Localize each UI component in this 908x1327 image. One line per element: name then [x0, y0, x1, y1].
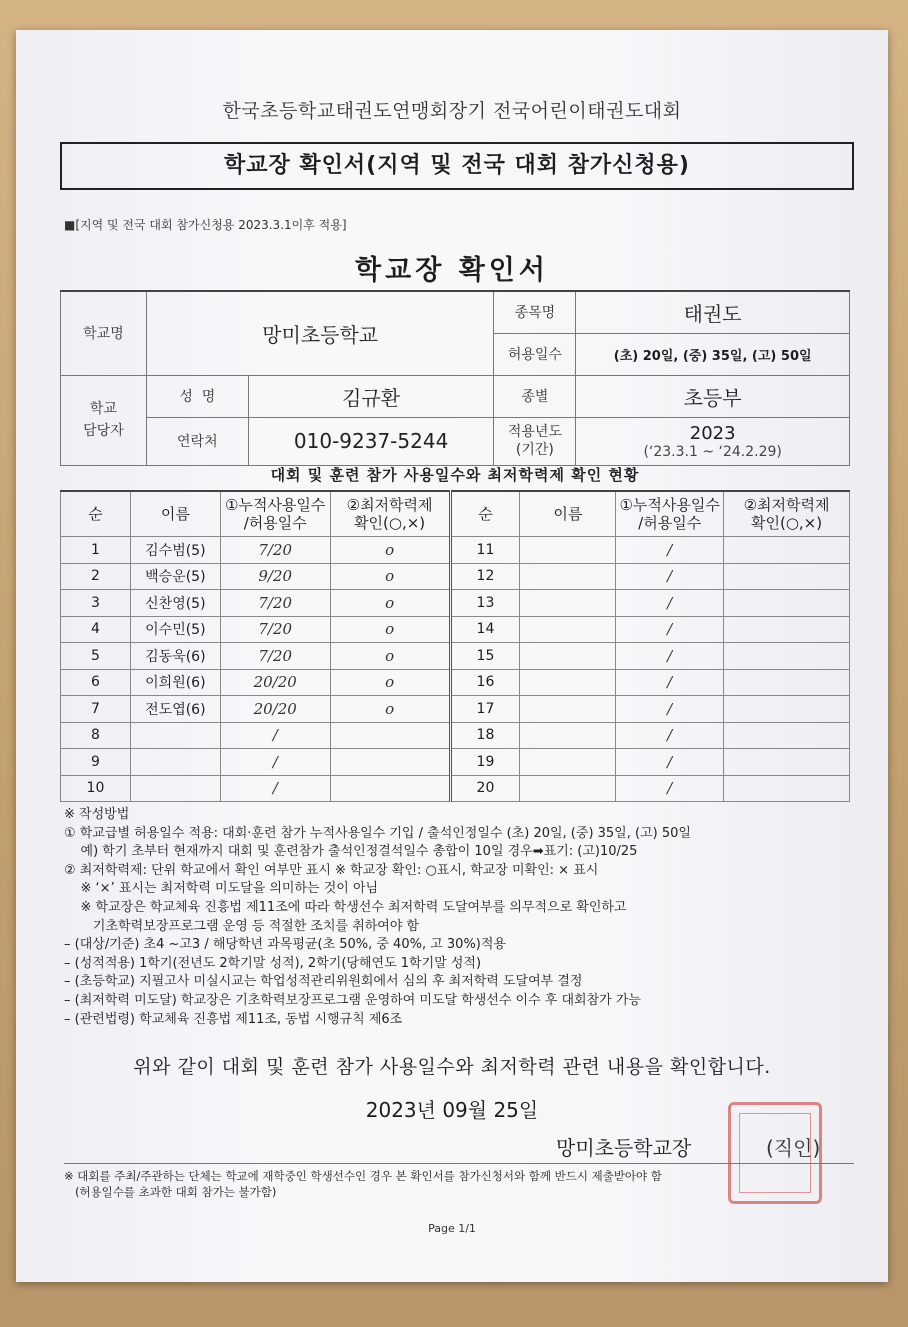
- cell-num: 14: [450, 616, 520, 643]
- table-row: [61, 643, 850, 670]
- cell-name: [520, 696, 616, 723]
- contact-label: 연락처: [146, 417, 248, 465]
- cell-num: 3: [61, 590, 131, 617]
- cell-days: 7/20: [220, 616, 330, 643]
- table-row: [61, 722, 850, 749]
- table-row: [61, 590, 850, 617]
- cell-days: /: [616, 722, 724, 749]
- year-period: (‘23.3.1 ~ ‘24.2.29): [643, 443, 782, 460]
- instruction-line: ① 학교급별 허용일수 적용: 대회·훈련 참가 누적사용일수 기입 / 출석인정일수 (초) 20일, (중) 35일, (고) 50일: [64, 825, 691, 841]
- footnote: [64, 1168, 662, 1200]
- cell-name: 김수범(5): [130, 537, 220, 564]
- instruction-line: ※ 학교장은 학교체육 진흥법 제11조에 따라 학생선수 최저학력 도달여부를 의무적으로 확인하고: [64, 899, 627, 915]
- year-label: 적용년도 (기간): [494, 417, 576, 465]
- cell-name: [520, 616, 616, 643]
- cell-days: 7/20: [220, 590, 330, 617]
- cell-num: 4: [61, 616, 131, 643]
- manager-label: 학교 담당자: [61, 375, 147, 465]
- cell-name: [520, 669, 616, 696]
- page-number: Page 1/1: [428, 1222, 476, 1235]
- school-label: 학교명: [61, 291, 147, 375]
- application-note: ■[지역 및 전국 대회 참가신청용 2023.3.1이후 적용]: [64, 218, 347, 232]
- cell-name: [520, 775, 616, 802]
- cell-days: /: [220, 722, 330, 749]
- allowed-days-value: (초) 20일, (중) 35일, (고) 50일: [576, 333, 850, 375]
- cell-num: 15: [450, 643, 520, 670]
- cell-days: /: [616, 616, 724, 643]
- principal-name: 망미초등학교장: [556, 1136, 692, 1160]
- cell-days: 7/20: [220, 537, 330, 564]
- cell-name: [520, 643, 616, 670]
- cell-name: 이희원(6): [130, 669, 220, 696]
- cell-num: 1: [61, 537, 131, 564]
- document-title: 학교장 확인서: [355, 255, 549, 286]
- cell-check: [330, 722, 450, 749]
- cell-num: 18: [450, 722, 520, 749]
- footnote-line: (허용일수를 초과한 대회 참가는 불가함): [64, 1185, 277, 1199]
- division-value: 초등부: [576, 375, 850, 417]
- footer-divider: [64, 1163, 854, 1164]
- seal-label: (직인): [766, 1136, 821, 1160]
- name-value: 김규환: [248, 375, 494, 417]
- header-name-right: 이름: [520, 491, 616, 537]
- instruction-line: – (성적적용) 1학기(전년도 2학기말 성적), 2학기(당해연도 1학기말 성적): [64, 955, 482, 971]
- cell-check: [724, 669, 850, 696]
- school-info-table: [60, 290, 850, 466]
- cell-check: [724, 643, 850, 670]
- form-title-box: 학교장 확인서(지역 및 전국 대회 참가신청용): [60, 142, 854, 190]
- cell-days: /: [220, 775, 330, 802]
- header-days-left: ①누적사용일수 /허용일수: [220, 491, 330, 537]
- instruction-line: 예) 학기 초부터 현재까지 대회 및 훈련참가 출석인정결석일수 총합이 10일 경우➡표기: (고)10/25: [64, 844, 638, 860]
- header-check-right: ②최저학력제 확인(○,×): [724, 491, 850, 537]
- year-value: 2023: [689, 422, 736, 444]
- school-value: 망미초등학교: [146, 291, 494, 375]
- header-name-left: 이름: [130, 491, 220, 537]
- header-num-right: 순: [450, 491, 520, 537]
- cell-check: [330, 749, 450, 776]
- table-row: [61, 563, 850, 590]
- cell-num: 17: [450, 696, 520, 723]
- cell-name: 김동욱(6): [130, 643, 220, 670]
- cell-num: 2: [61, 563, 131, 590]
- cell-num: 16: [450, 669, 520, 696]
- cell-check: [724, 590, 850, 617]
- cell-num: 13: [450, 590, 520, 617]
- year-cell: [576, 417, 850, 465]
- name-label: 성 명: [146, 375, 248, 417]
- issue-date: 2023년 09월 25일: [365, 1098, 539, 1122]
- cell-days: 9/20: [220, 563, 330, 590]
- footnote-line: ※ 대회를 주최/주관하는 단체는 학교에 재학중인 학생선수인 경우 본 확인서를 참가신청서와 함께 반드시 제출받아야 함: [64, 1169, 662, 1183]
- cell-check: o: [330, 563, 450, 590]
- cell-num: 12: [450, 563, 520, 590]
- cell-days: /: [220, 749, 330, 776]
- confirmation-statement: 위와 같이 대회 및 훈련 참가 사용일수와 최저학력 관련 내용을 확인합니다.: [133, 1056, 771, 1078]
- cell-num: 7: [61, 696, 131, 723]
- cell-num: 20: [450, 775, 520, 802]
- table-row: [61, 775, 850, 802]
- cell-check: [724, 775, 850, 802]
- cell-check: [724, 537, 850, 564]
- cell-name: 전도엽(6): [130, 696, 220, 723]
- table-row: [61, 749, 850, 776]
- division-label: 종별: [494, 375, 576, 417]
- table-row: [61, 696, 850, 723]
- cell-name: 백승운(5): [130, 563, 220, 590]
- cell-name: [520, 749, 616, 776]
- cell-days: 20/20: [220, 696, 330, 723]
- cell-days: 7/20: [220, 643, 330, 670]
- status-title: 대회 및 훈련 참가 사용일수와 최저학력제 확인 현황: [270, 466, 640, 484]
- table-row: [61, 537, 850, 564]
- cell-name: [130, 722, 220, 749]
- cell-days: /: [616, 696, 724, 723]
- cell-check: [724, 616, 850, 643]
- event-title: 한국초등학교태권도연맹회장기 전국어린이태권도대회: [222, 100, 682, 122]
- cell-num: 6: [61, 669, 131, 696]
- header-num-left: 순: [61, 491, 131, 537]
- cell-days: /: [616, 590, 724, 617]
- sport-value: 태권도: [576, 291, 850, 333]
- cell-check: [330, 775, 450, 802]
- participation-table: [60, 490, 850, 802]
- cell-num: 19: [450, 749, 520, 776]
- cell-check: [724, 749, 850, 776]
- table-row: [61, 616, 850, 643]
- cell-num: 10: [61, 775, 131, 802]
- table-row: [61, 669, 850, 696]
- instruction-line: 기초학력보장프로그램 운영 등 적절한 조치를 취하여야 함: [64, 918, 420, 934]
- cell-name: [130, 775, 220, 802]
- cell-check: o: [330, 696, 450, 723]
- instructions: [64, 806, 854, 1029]
- cell-name: 이수민(5): [130, 616, 220, 643]
- cell-name: [520, 722, 616, 749]
- contact-value: 010-9237-5244: [248, 417, 494, 465]
- cell-days: /: [616, 669, 724, 696]
- instruction-line: ② 최저학력제: 단위 학교에서 확인 여부만 표시 ※ 학교장 확인: ○표시, 학교장 미확인: × 표시: [64, 862, 599, 878]
- cell-check: o: [330, 590, 450, 617]
- document-paper: [16, 30, 888, 1282]
- instruction-line: ※ ‘×’ 표시는 최저학력 미도달을 의미하는 것이 아님: [64, 881, 379, 897]
- header-days-right: ①누적사용일수 /허용일수: [616, 491, 724, 537]
- cell-num: 5: [61, 643, 131, 670]
- cell-days: /: [616, 563, 724, 590]
- instruction-line: ※ 작성방법: [64, 807, 130, 822]
- cell-check: o: [330, 616, 450, 643]
- cell-days: /: [616, 775, 724, 802]
- cell-check: o: [330, 537, 450, 564]
- instruction-line: – (대상/기준) 초4 ~고3 / 해당학년 과목평균(초 50%, 중 40%, 고 30%)적용: [64, 937, 506, 953]
- instruction-line: – (최저학력 미도달) 학교장은 기초학력보장프로그램 운영하여 미도달 학생선수 이수 후 대회참가 가능: [64, 992, 641, 1008]
- cell-check: o: [330, 669, 450, 696]
- instruction-line: – (관련법령) 학교체육 진흥법 제11조, 동법 시행규칙 제6조: [64, 1011, 403, 1027]
- allowed-days-label: 허용일수: [494, 333, 576, 375]
- cell-name: [520, 537, 616, 564]
- cell-check: o: [330, 643, 450, 670]
- cell-days: /: [616, 537, 724, 564]
- cell-num: 9: [61, 749, 131, 776]
- cell-name: 신찬영(5): [130, 590, 220, 617]
- cell-num: 11: [450, 537, 520, 564]
- cell-num: 8: [61, 722, 131, 749]
- cell-name: [130, 749, 220, 776]
- instruction-line: – (초등학교) 지필고사 미실시교는 학업성적관리위원회에서 심의 후 최저학력 도달여부 결정: [64, 974, 583, 990]
- cell-name: [520, 590, 616, 617]
- cell-name: [520, 563, 616, 590]
- cell-check: [724, 696, 850, 723]
- cell-days: 20/20: [220, 669, 330, 696]
- cell-check: [724, 563, 850, 590]
- header-check-left: ②최저학력제 확인(○,×): [330, 491, 450, 537]
- cell-check: [724, 722, 850, 749]
- cell-days: /: [616, 749, 724, 776]
- sport-label: 종목명: [494, 291, 576, 333]
- cell-days: /: [616, 643, 724, 670]
